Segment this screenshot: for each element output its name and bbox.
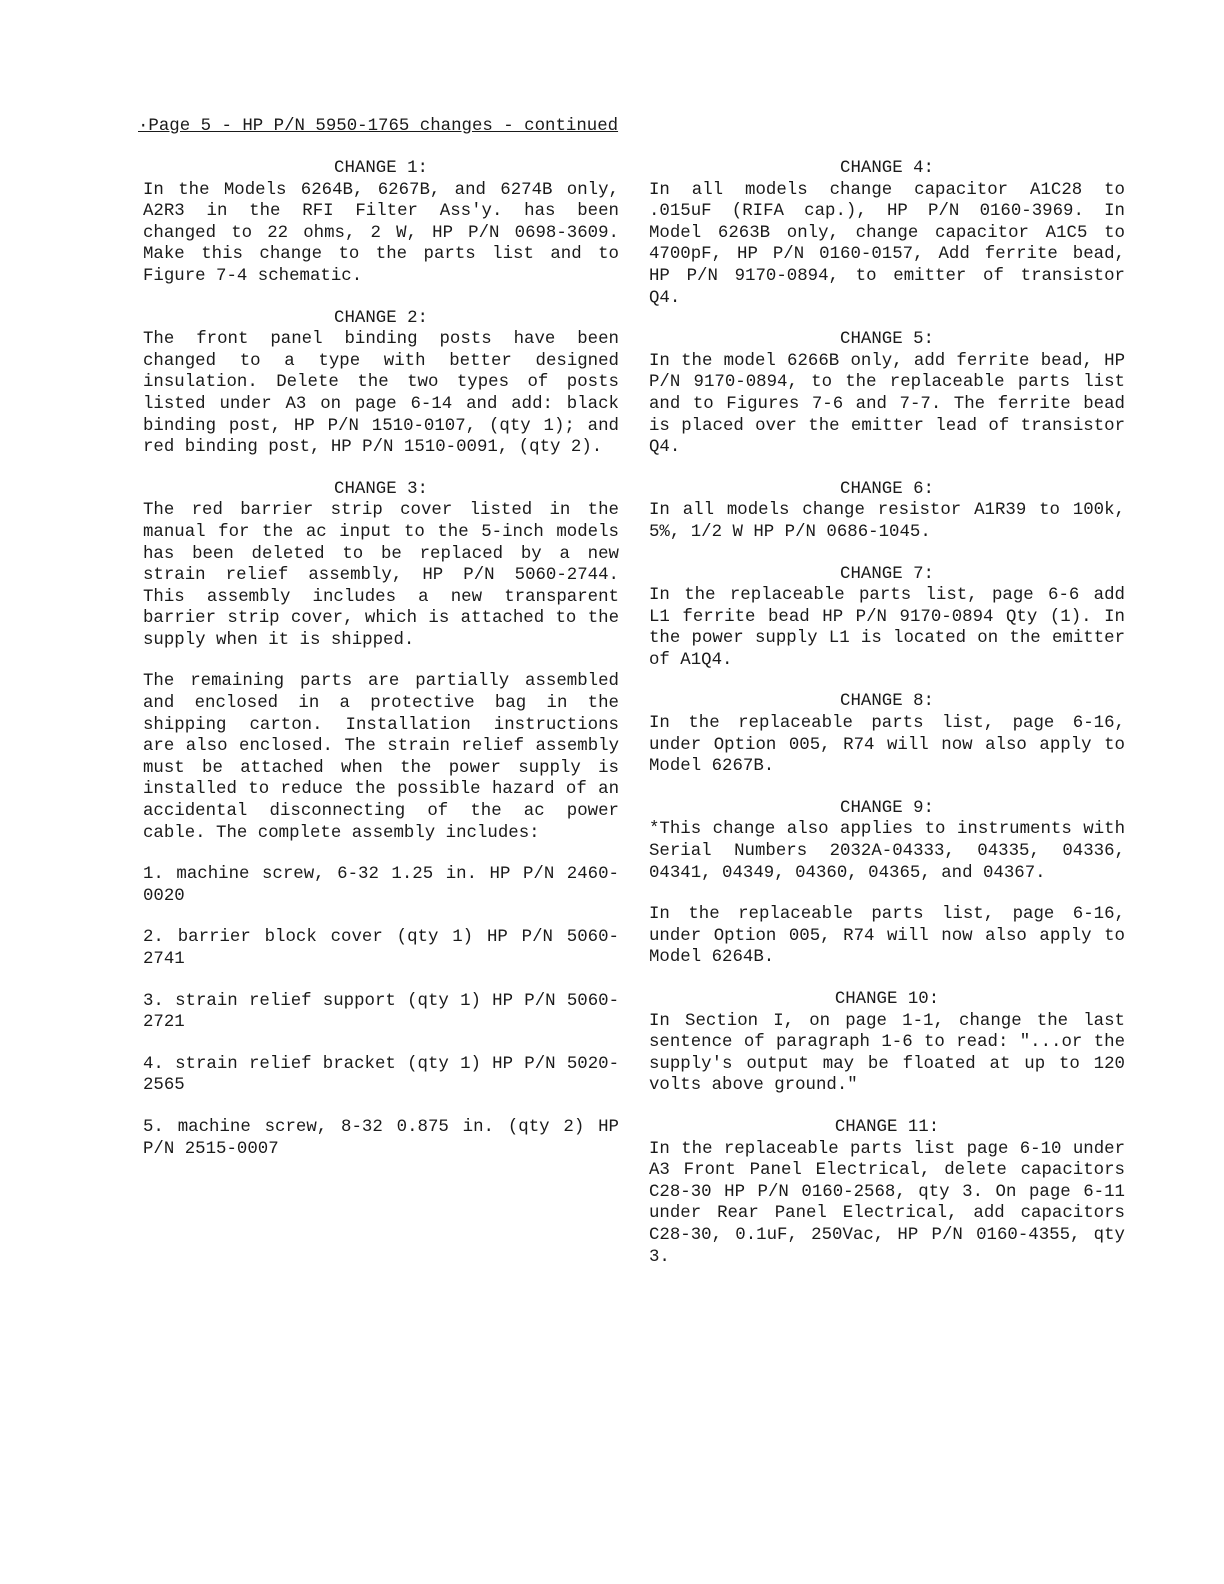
change-7-section <box>649 564 1125 672</box>
right-column <box>649 158 1125 1288</box>
change-7-text: In the replaceable parts list, page 6-6 add L1 ferrite bead HP P/N 9170-0894 Qty (1). In the power supply L1 is located on the emitter of A1Q4. <box>649 586 1125 670</box>
change-2-text: The front panel binding posts have been changed to a type with better designed insulation. Delete the two types of posts listed under A3 on page 6-14 and add: black binding post, HP P/N 1510-0107, (qty 1); and red binding post, HP P/N 1510-0091, (qty 2). <box>143 330 619 458</box>
change-7-title: CHANGE 7: <box>840 564 934 584</box>
page-header: ·Page 5 - HP P/N 5950-1765 changes - continued <box>138 117 619 136</box>
change-5-title: CHANGE 5: <box>840 330 934 350</box>
assembly-list-item: 1. machine screw, 6-32 1.25 in. HP P/N 2460-0020 <box>143 865 619 906</box>
change-11-text: In the replaceable parts list page 6-10 under A3 Front Panel Electrical, delete capacitors C28-30 HP P/N 0160-2568, qty 3. On page 6-11 under Rear Panel Electrical, add capacitors C28-30, 0.1uF, 250Vac, HP P/N 0160-4355, qty 3. <box>649 1139 1125 1267</box>
change-3-text: The red barrier strip cover listed in the manual for the ac input to the 5-inch models has been deleted to be replaced by a new strain relief assembly, HP P/N 5060-2744. This assembly includes a new transparent barrier strip cover, which is attached to the supply when it is shipped. <box>143 501 619 650</box>
change-10-section <box>649 989 1125 1097</box>
change-5-text: In the model 6266B only, add ferrite bead, HP P/N 9170-0894, to the replaceable parts list and to Figures 7-6 and 7-7. The ferrite bead is placed over the emitter lead of transistor Q4. <box>649 351 1125 458</box>
change-6-section <box>649 479 1125 544</box>
change-9-title: CHANGE 9: <box>840 798 934 818</box>
change-9-text-2: In the replaceable parts list, page 6-16, under Option 005, R74 will now also apply to Model 6264B. <box>649 905 1125 968</box>
change-9-section <box>649 798 1125 969</box>
assembly-list-item: 5. machine screw, 8-32 0.875 in. (qty 2) HP P/N 2515-0007 <box>143 1117 619 1159</box>
change-11-title: CHANGE 11: <box>834 1117 940 1137</box>
assembly-list-item: 2. barrier block cover (qty 1) HP P/N 5060-2741 <box>143 928 619 969</box>
change-6-title: CHANGE 6: <box>840 479 934 499</box>
change-1-text: In the Models 6264B, 6267B, and 6274B only, A2R3 in the RFI Filter Ass'y. has been changed to 22 ohms, 2 W, HP P/N 0698-3609. Make this change to the parts list and to Figure 7-4 schematic. <box>143 180 619 286</box>
change-5-section <box>649 329 1125 459</box>
change-4-title: CHANGE 4: <box>840 159 934 178</box>
assembly-list-item: 3. strain relief support (qty 1) HP P/N 5060-2721 <box>143 991 619 1033</box>
change-6-text: In all models change resistor A1R39 to 100k, 5%, 1/2 W HP P/N 0686-1045. <box>649 501 1125 542</box>
change-4-text: In all models change capacitor A1C28 to .015uF (RIFA cap.), HP P/N 0160-3969. In Model 6263B only, change capacitor A1C5 to 4700pF, HP P/N 0160-0157, Add ferrite bead, HP P/N 9170-0894, to emitter of transistor Q4. <box>649 180 1125 308</box>
change-2-section <box>143 308 619 459</box>
change-10-text: In Section I, on page 1-1, change the last sentence of paragraph 1-6 to read: "...or the supply's output may be floated at up to 120 volts above ground." <box>649 1011 1125 1096</box>
change-1-title: CHANGE 1: <box>334 159 428 178</box>
change-8-section <box>649 691 1125 777</box>
change-3-section <box>143 479 619 1160</box>
change-11-section <box>649 1117 1125 1268</box>
change-9-text: *This change also applies to instruments with Serial Numbers 2032A-04333, 04335, 04336, 04341, 04349, 04360, 04365, and 04367. <box>649 820 1125 883</box>
left-column <box>143 158 619 1180</box>
change-8-text: In the replaceable parts list, page 6-16, under Option 005, R74 will now also apply to Model 6267B. <box>649 714 1125 777</box>
change-3-title: CHANGE 3: <box>334 479 428 499</box>
change-1-section <box>143 158 619 288</box>
change-3-text-2: The remaining parts are partially assembled and enclosed in a protective bag in the shipping carton. Installation instructions are also enclosed. The strain relief assembly must be attached when the power supply is installed to reduce the possible hazard of an accidental disconnecting of the ac power cable. The complete assembly includes: <box>143 672 619 843</box>
change-10-title: CHANGE 10: <box>834 990 940 1009</box>
change-8-title: CHANGE 8: <box>840 692 934 712</box>
assembly-list-item: 4. strain relief bracket (qty 1) HP P/N 5020-2565 <box>143 1054 619 1096</box>
change-2-title: CHANGE 2: <box>334 308 428 328</box>
change-4-section <box>649 158 1125 309</box>
